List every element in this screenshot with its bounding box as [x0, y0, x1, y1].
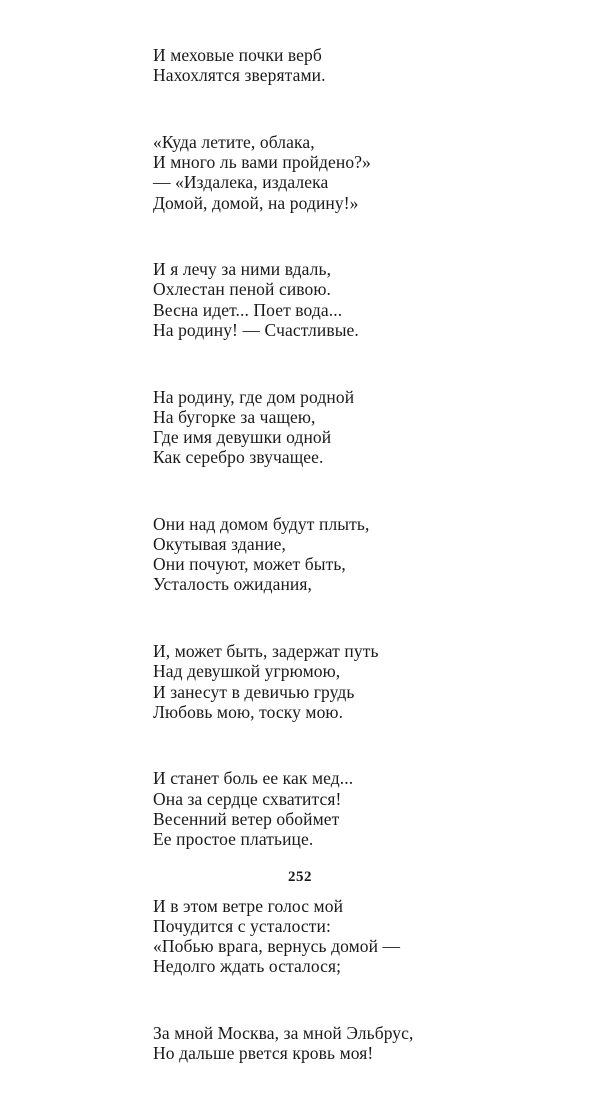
poem-line: «Куда летите, облака, [153, 131, 315, 152]
poem-line: На бугорке за чащею, [153, 406, 316, 427]
stanza [153, 1023, 473, 1063]
stanza [153, 641, 473, 722]
poem-line: Окутывая здание, [153, 534, 287, 555]
poem-line: Домой, домой, на родину!» [153, 192, 359, 213]
poem-line: И много ль вами пройдено?» [153, 152, 371, 173]
stanza [153, 514, 473, 595]
poem-line: На родину! — Счастливые. [153, 319, 359, 340]
poem-line: Усталость ожидания, [153, 574, 313, 595]
stanza [153, 259, 473, 340]
poem-line: За мной Москва, за мной Эльбрус, [153, 1023, 414, 1044]
poem-line: Недолго ждать осталося; [153, 956, 342, 977]
poem-line: Охлестан пеной сивою. [153, 279, 332, 300]
poem-line: И занесут в девичью грудь [153, 681, 355, 702]
stanza [153, 45, 473, 85]
poem-line: И меховые почки верб [153, 45, 322, 65]
poem-line: И станет боль ее как мед... [153, 768, 354, 789]
stanza [153, 387, 473, 468]
stanza [153, 896, 473, 977]
poem-line: На родину, где дом родной [153, 386, 355, 407]
poem-line: Весна идет... Поет вода... [153, 299, 343, 320]
poem-line: Они почуют, может быть, [153, 554, 346, 575]
stanza [153, 768, 473, 849]
poem-line: Где имя девушки одной [153, 426, 332, 447]
poem-line: Она за сердце схватится! [153, 788, 342, 809]
poem-line: «Побью врага, вернусь домой — [153, 936, 401, 957]
poem-line: Как серебро звучащее. [153, 447, 324, 468]
poem-line: Над девушкой угрюмою, [153, 661, 341, 682]
poem-line: И в этом ветре голос мой [153, 895, 344, 916]
poem-line: Любовь мою, тоску мою. [153, 701, 344, 722]
poem-line: Почудится с усталости: [153, 915, 331, 936]
poem-line: Ее простое платьице. [153, 829, 314, 850]
poem-line: Весенний ветер обоймет [153, 808, 340, 829]
poem-line: — «Издалека, издалека [153, 172, 329, 193]
stanza [153, 132, 473, 213]
poem [153, 45, 473, 1110]
poem-line: Они над домом будут плыть, [153, 513, 370, 534]
poem-line: И, может быть, задержат путь [153, 641, 379, 662]
poem-line: И я лечу за ними вдаль, [153, 259, 332, 280]
poem-line: Нахохлятся зверятами. [153, 65, 326, 86]
poem-line: Но дальше рвется кровь моя! [153, 1043, 374, 1064]
page-number: 252 [288, 869, 312, 885]
